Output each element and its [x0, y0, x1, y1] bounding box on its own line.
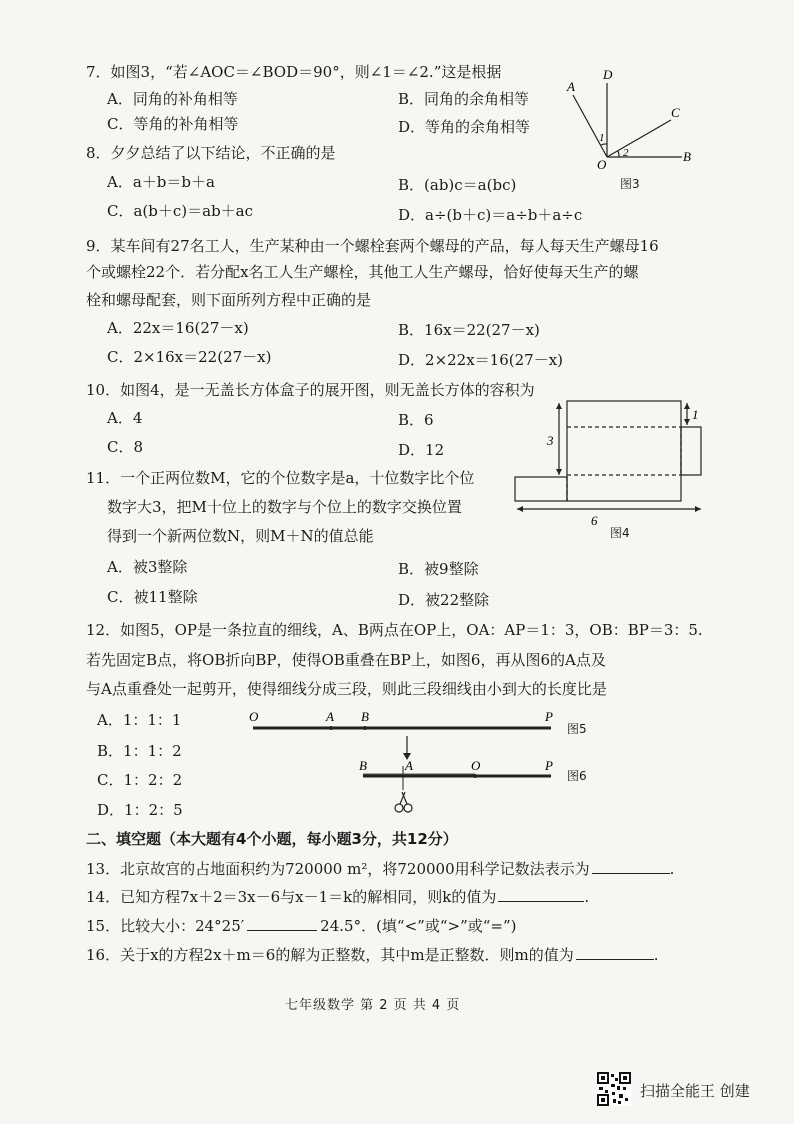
q13-answer-blank[interactable]: [592, 873, 670, 874]
scanner-watermark: 扫描全能王 创建: [640, 1082, 750, 1100]
point-o-fig6: [473, 774, 477, 778]
q7-option-b: B．同角的余角相等: [398, 90, 530, 108]
q7-stem: 7．如图3，“若∠AOC＝∠BOD＝90°，则∠1＝∠2.”这是根据: [86, 63, 502, 81]
ray-oc: [607, 120, 671, 157]
dim-label-3: 3: [547, 433, 554, 448]
label-o: O: [597, 157, 607, 172]
q11-line-1: 11．一个正两位数M，它的个位数字是a，十位数字比个位: [86, 469, 475, 487]
q8-stem: 8．夕夕总结了以下结论，不正确的是: [86, 144, 336, 162]
q15-text: 15．比较大小：24°25′ 24.5°．(填“<”或“>”或“=”): [86, 917, 517, 935]
figure-6-caption: 图6: [567, 769, 587, 783]
label-d: D: [603, 67, 613, 82]
q9-line-1: 9．某车间有27名工人，生产某种由一个螺栓套两个螺母的产品，每人每天生产螺母16: [86, 237, 659, 255]
q13-text: 13．北京故宫的占地面积约为720000 m²，将720000用科学记数法表示为 .: [86, 860, 675, 878]
fig5-label-a: A: [326, 709, 334, 724]
dim-label-6: 6: [591, 513, 598, 528]
net-main-rect: [567, 401, 681, 501]
q7-option-c: C．等角的补角相等: [107, 115, 239, 133]
fig6-label-b: B: [359, 758, 367, 773]
q11-option-b: B．被9整除: [398, 560, 479, 578]
figure-4-caption: 图4: [610, 526, 630, 540]
angle-2-arc: [618, 151, 619, 157]
q9-option-d: D．2×22x＝16(27－x): [398, 351, 564, 369]
q9-option-b: B．16x＝22(27－x): [398, 321, 540, 339]
q12-option-d: D．1：2：5: [97, 801, 183, 819]
angle-1-label: 1: [599, 132, 605, 144]
q10-stem: 10．如图4，是一无盖长方体盒子的展开图，则无盖长方体的容积为: [86, 381, 535, 399]
net-left-flap: [515, 477, 567, 501]
q12-option-a: A．1：1：1: [97, 711, 182, 729]
q14-answer-blank[interactable]: [498, 901, 584, 902]
q11-line-3: 得到一个新两位数N，则M＋N的值总能: [107, 527, 374, 545]
page-footer: 七年级数学 第 2 页 共 4 页: [285, 998, 461, 1013]
q9-option-c: C．2×16x＝22(27－x): [107, 348, 272, 366]
figure-5-6-thread: [245, 708, 565, 818]
fig5-label-o: O: [249, 709, 259, 724]
figure-3-caption: 图3: [620, 177, 640, 191]
q7-option-d: D．等角的余角相等: [398, 118, 531, 136]
q8-option-c: C．a(b＋c)＝ab＋ac: [107, 202, 254, 220]
q10-option-a: A．4: [107, 409, 143, 427]
point-b-fig5: [363, 726, 367, 730]
q10-option-b: B．6: [398, 411, 434, 429]
q7-option-a: A．同角的补角相等: [107, 90, 238, 108]
q12-line-3: 与A点重叠处一起剪开，使得细线分成三段，则此三段细线由小到大的长度比是: [86, 680, 607, 698]
fig6-label-a: A: [405, 758, 413, 773]
label-a: A: [567, 79, 575, 94]
qr-code-icon: [597, 1072, 631, 1106]
q16-text: 16．关于x的方程2x＋m＝6的解为正整数，其中m是正整数．则m的值为 .: [86, 946, 659, 964]
ray-oa: [573, 95, 607, 157]
figure-5-caption: 图5: [567, 722, 587, 736]
q12-option-b: B．1：1：2: [97, 742, 182, 760]
q16-answer-blank[interactable]: [576, 959, 654, 960]
q12-line-2: 若先固定B点，将OB折向BP，使得OB重叠在BP上，如图6，再从图6的A点及: [86, 651, 606, 669]
q9-line-2: 个或螺栓22个．若分配x名工人生产螺栓，其他工人生产螺母，恰好使每天生产的螺: [86, 263, 639, 281]
q11-line-2: 数字大3，把M十位上的数字与个位上的数字交换位置: [107, 498, 462, 516]
q8-option-a: A．a＋b＝b＋a: [107, 173, 215, 191]
q11-option-d: D．被22整除: [398, 591, 490, 609]
fig5-label-b: B: [361, 709, 369, 724]
angle-1-arc: [601, 144, 607, 145]
label-b: B: [683, 149, 691, 164]
net-right-flap: [681, 427, 701, 475]
q8-option-d: D．a÷(b＋c)＝a÷b＋a÷c: [398, 206, 583, 224]
q9-option-a: A．22x＝16(27－x): [107, 319, 249, 337]
q15-answer-blank[interactable]: [247, 930, 317, 931]
fig6-label-o: O: [471, 758, 481, 773]
section-2-title: 二、填空题（本大题有4个小题，每小题3分，共12分）: [86, 830, 458, 848]
figure-4-box-net: [505, 395, 720, 540]
point-a-fig5: [329, 726, 333, 730]
q11-option-c: C．被11整除: [107, 588, 198, 606]
dim-label-1: 1: [692, 407, 699, 422]
q11-option-a: A．被3整除: [107, 558, 188, 576]
q14-text: 14．已知方程7x＋2＝3x－6与x－1＝k的解相同，则k的值为 .: [86, 888, 590, 906]
q12-line-1: 12．如图5，OP是一条拉直的细线，A、B两点在OP上，OA：AP＝1：3，OB：BP＝3：5.: [86, 621, 703, 639]
fig6-label-p: P: [545, 758, 553, 773]
q9-line-3: 栓和螺母配套，则下面所列方程中正确的是: [86, 291, 372, 309]
q10-option-c: C．8: [107, 438, 144, 456]
angle-2-label: 2: [623, 147, 629, 159]
q10-option-d: D．12: [398, 441, 445, 459]
label-c: C: [671, 105, 680, 120]
q12-option-c: C．1：2：2: [97, 771, 183, 789]
q8-option-b: B．(ab)c＝a(bc): [398, 176, 517, 194]
fig5-label-p: P: [545, 709, 553, 724]
scissors-icon: [395, 792, 412, 812]
